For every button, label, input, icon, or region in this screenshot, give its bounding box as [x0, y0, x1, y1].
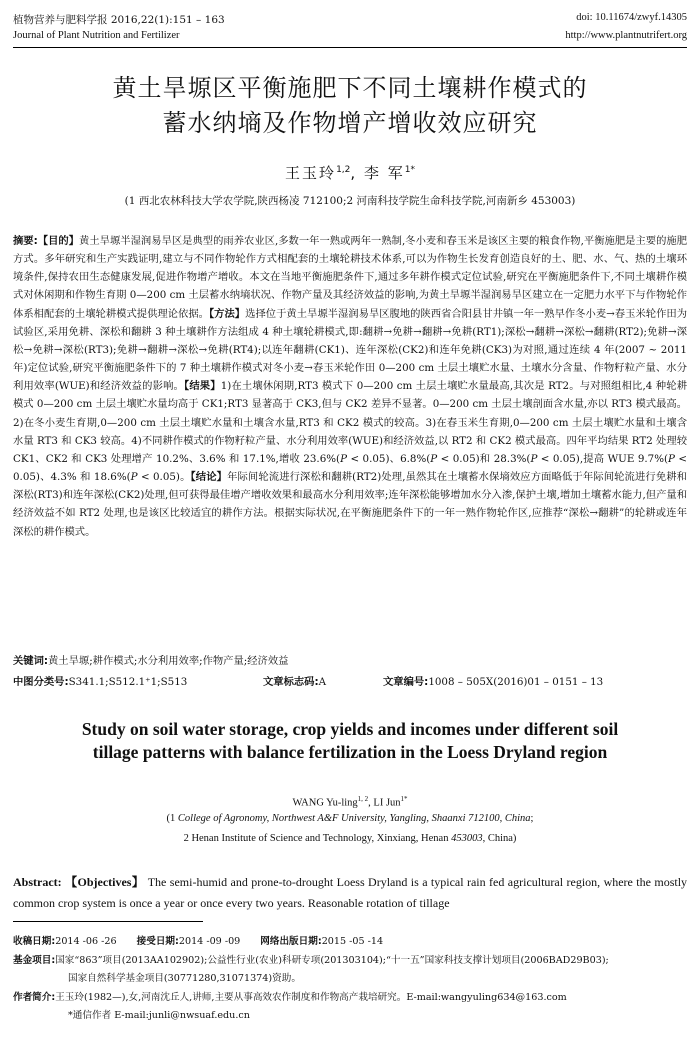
received-date: 2014 -06 -26 [55, 936, 117, 947]
author-bio-label: 作者简介: [13, 991, 56, 1003]
doc-code-value: A [318, 676, 327, 688]
funding-label: 基金项目: [13, 954, 56, 966]
p-symbol: P [130, 471, 138, 484]
author-separator: , [368, 797, 374, 809]
affiliation-cn: (1 西北农林科技大学农学院,陕西杨凌 712100;2 河南科技学院生命科技学院,河南新乡 453003) [124, 195, 576, 207]
journal-name-en: Journal of Plant Nutrition and Fertilizer [13, 30, 180, 41]
objective-text: 黄土旱塬半湿润易旱区是典型的雨养农业区,多数一年一熟或两年一熟制,冬小麦和春玉米是该区主要的粮食作物,平衡施肥是主要的施肥方式。多年研究和生产实践证明,建立与不同作物轮作方式相配套的土壤轮耕技术体系,可以为作物生长发育创造良好的土、肥、水、气、热的土壤环境条件,保持农田生态健康发展,促进作物增产增收。本文在当地平衡施肥条件下,通过多年耕作模式定位试验,研究在平衡施肥条件下,不同土壤耕作模式对休闲期和作物生育期 0—200 cm 土层蓄水纳墒状况、作物产量及其经济效益的影响,为黄土旱塬半湿润易旱区建立在一定肥力水平下与作物轮作体系相配套的土壤轮耕模式提供理论依据。 [13, 235, 687, 320]
method-label: 【方法】 [209, 307, 246, 320]
accepted-label: 接受日期: [136, 936, 179, 947]
title-cn-line1: 黄土旱塬区平衡施肥下不同土壤耕作模式的 [112, 74, 588, 102]
conclusion-text: 年际间轮流进行深松和翻耕(RT2)处理,虽然其在土壤蓄水保墒效应方面略低于年际间轮流进行免耕和深松(RT3)和连年深松(CK2)处理,但可获得最佳增产增收效果和最高水分利用效率;连年深松能够增加水分入渗,保护土壤,增加土壤蓄水能力,但产量和经济效益不如 RT2 处理,也是该区比较适宜的耕作方法。根据实际状况,在平衡施肥条件下的一年一熟作物轮作区,应推荐“深松→翻耕”的轮耕或连年深松的耕作模式。 [13, 471, 687, 538]
title-en [0, 718, 700, 764]
result-text: < 0.05)。 [137, 471, 191, 484]
doi[interactable]: doi: 10.11674/zwyf.14305 [576, 12, 687, 23]
keywords-text: 黄土旱塬;耕作模式;水分利用效率;作物产量;经济效益 [48, 655, 289, 667]
p-symbol: P [668, 452, 675, 465]
journal-url[interactable]: http://www.plantnutrifert.org [565, 30, 687, 41]
p-symbol: P [530, 452, 538, 465]
doc-code-label: 文章标志码: [263, 676, 319, 688]
title-en-line1: Study on soil water storage, crop yields and incomes under different soil [81, 719, 619, 739]
affil-text: , China) [482, 833, 517, 844]
dates-row [13, 933, 687, 952]
author-bio-row [13, 989, 687, 1008]
result-label: 【结果】 [184, 380, 221, 393]
affil-text: ; [530, 813, 534, 824]
author-cn-2: 李 军 [363, 164, 405, 182]
title-en-line2: tillage patterns with balance fertilization in the Loess Dryland region [92, 742, 608, 762]
online-date: 2015 -05 -14 [321, 936, 384, 947]
abstract-en-label: Abstract: [13, 875, 62, 889]
affil-text: 2 Henan Institute of Science and Technology, Xinxiang, Henan [183, 833, 452, 844]
article-number-value: 1008 – 505X(2016)01 – 0151 – 13 [428, 676, 604, 688]
result-text: < 0.05)、6.8%( [347, 452, 431, 465]
author-cn-2-affil: 1* [404, 165, 415, 175]
author-en-2-affil: 1* [400, 795, 408, 803]
title-cn-line2: 蓄水纳墒及作物增产增收效应研究 [162, 109, 538, 137]
article-number-label: 文章编号: [383, 676, 429, 688]
clc-value: S341.1;S512.1⁺1;S513 [68, 676, 188, 688]
footnotes [13, 933, 687, 1026]
funding-row-2 [13, 970, 687, 989]
affil-italic: College of Agronomy, Northwest A&F University, Yangling, Shaanxi 712100, China [177, 813, 531, 824]
author-separator: , [350, 164, 364, 182]
header-divider [13, 47, 687, 48]
author-en-1: WANG Yu-ling [292, 797, 358, 809]
objective-label: 【目的】 [37, 235, 80, 247]
result-text: 1)在土壤休闲期,RT3 模式下 0—200 cm 土层土壤贮水量最高,其次是 RT2。与对照组相比,4 种轮耕模式 0—200 cm 土层土壤贮水量均高于 CK1;RT3 显著高于 CK3,但与 CK2 差异不显著。0—200 cm 土层土壤剖面含水量,亦以 RT3 模式最高。2)在冬小麦生育期,0—200 cm 土层土壤贮水量和土壤含水量,RT3 和 CK2 模式的较高。3)在春玉米生育期,0—200 cm 土层土壤贮水量和土壤含水量 RT3 和 CK3 较高。4)不同耕作模式的作物籽粒产量、水分利用效率(WUE)和经济效益,以 RT2 和 CK2 模式最高。四年平均结果 RT2 处理较 CK1、CK2 和 CK3 处理增产 10.2%、3.6% 和 17.1%,增收 23.6%( [13, 380, 688, 465]
affil-text: (1 [166, 813, 178, 824]
accepted-date: 2014 -09 -09 [178, 936, 241, 947]
keywords [13, 652, 288, 667]
affiliation-en-2 [0, 833, 700, 844]
method-text: 选择位于黄土旱塬半湿润易旱区腹地的陕西省合阳县甘井镇一年一熟早作冬小麦→春玉米轮作田为试验区,采用免耕、深松和翻耕 3 种土壤耕作方法组成 4 种土壤轮耕模式,即:翻耕→免耕→翻耕→免耕(RT1);深松→翻耕→深松→翻耕(RT2);免耕→深松→免耕→深松(RT3);免耕→翻耕→深松→免耕(RT4);以连年翻耕(CK1)、连年深松(CK2)和连年免耕(CK3)为对照,通过连续 4 年(2007 ~ 2011 年)定位试验,研究平衡施肥条件下的 7 种土壤耕作模式对冬小麦→春玉米轮作田 0—200 cm 土层土壤贮水量、土壤水分含量、作物籽粒产量、水分利用效率(WUE)和经济效益的影响。 [13, 307, 687, 393]
author-en-2: LI Jun [373, 797, 401, 809]
funding-text: 国家自然科学基金项目(30771280,31071374)资助。 [68, 973, 301, 985]
online-label: 网络出版日期: [260, 936, 322, 947]
p-symbol: P [430, 452, 438, 465]
corresponding-author-row [13, 1007, 687, 1026]
classification-line [13, 673, 687, 688]
affil-italic: 453003 [451, 833, 483, 844]
funding-row [13, 952, 687, 971]
author-cn-1-affil: 1,2 [336, 165, 351, 175]
authors-en [0, 795, 700, 809]
abstract-label: 摘要: [13, 235, 38, 247]
conclusion-label: 【结论】 [190, 471, 228, 484]
author-bio-text: 王玉玲(1982—),女,河南沈丘人,讲师,主要从事高效农作制度和作物高产栽培研究。E-mail:wangyuling634@163.com [55, 991, 567, 1003]
clc-label: 中图分类号: [13, 676, 69, 688]
result-text: < 0.05)和 28.3%( [437, 452, 531, 465]
funding-text: 国家“863”项目(2013AA102902);公益性行业(农业)科研专项(201303104);“十一五”国家科技支撑计划项目(2006BAD29B03); [55, 954, 609, 966]
footnote-divider [13, 921, 203, 922]
p-symbol: P [340, 452, 348, 465]
result-text: < 0.05),提高 WUE 9.7%( [537, 452, 668, 465]
objectives-en-label: 【Objectives】 [65, 875, 145, 889]
abstract-en-text: The semi-humid and prone-to-drought Loess Dryland is a typical rain fed agricultural region, where the mostly common crop system is once a year or once every two years. Reasonable rotation of tillage [13, 875, 688, 910]
abstract-en [13, 872, 687, 914]
author-en-1-affil: 1, 2 [357, 795, 369, 803]
affiliation-en-1 [0, 813, 700, 824]
corresponding-author-text: *通信作者 E-mail:junli@nwsuaf.edu.cn [68, 1010, 250, 1022]
author-cn-1: 王玉玲 [285, 164, 337, 182]
journal-citation-cn: 植物营养与肥料学报 2016,22(1):151 – 163 [13, 14, 225, 26]
received-label: 收稿日期: [13, 936, 56, 947]
abstract-cn [13, 232, 687, 541]
keywords-label: 关键词: [13, 655, 49, 667]
authors-cn [0, 162, 700, 183]
result-text: < 0.05)、4.3% 和 18.6%( [13, 452, 688, 484]
